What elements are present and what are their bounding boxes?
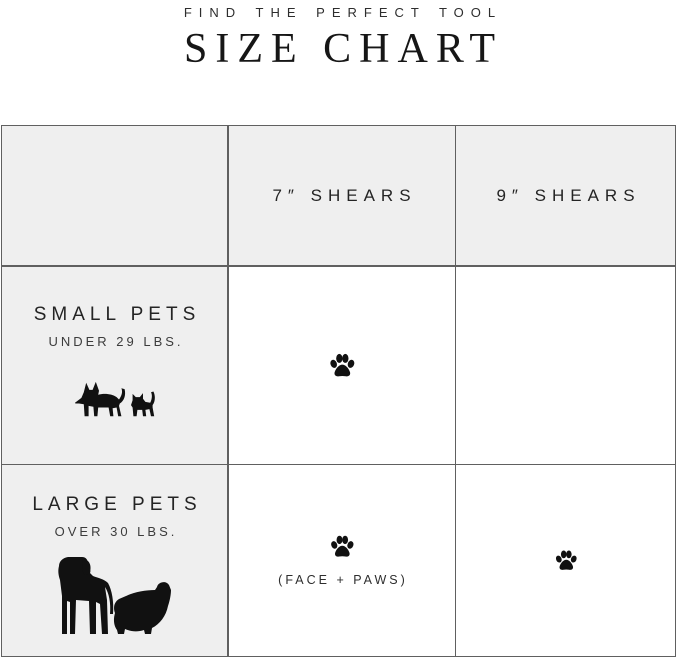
paw-icon [327,352,357,379]
cell-small-pets-9-shears [456,267,675,464]
large-pets-sublabel: OVER 30 LBS. [54,524,178,539]
col-header-7-shears: 7″ SHEARS [229,126,455,265]
large-pets-label: LARGE PETS [32,494,202,515]
face-paws-note: (FACE + PAWS) [278,573,408,587]
page-title: SIZE CHART [184,26,503,72]
row-header-large-pets [2,465,227,656]
large-dogs-icon [58,556,171,635]
header-eyebrow: FIND THE PERFECT TOOL [183,5,503,20]
small-pets-label: SMALL PETS [33,303,201,325]
cell-large-pets-9-shears [456,465,675,656]
small-dog-and-cat-icon [75,381,155,426]
cell-small-pets-7-shears [229,267,455,464]
row-header-small-pets [2,267,227,464]
cell-large-pets-7-shears [229,465,455,656]
small-pets-sublabel: UNDER 29 LBS. [48,333,184,349]
paw-icon [328,534,356,559]
col-header-9-shears: 9″ SHEARS [456,126,675,265]
size-chart-table [1,125,676,657]
corner-cell [2,126,227,265]
paw-icon [553,549,579,572]
